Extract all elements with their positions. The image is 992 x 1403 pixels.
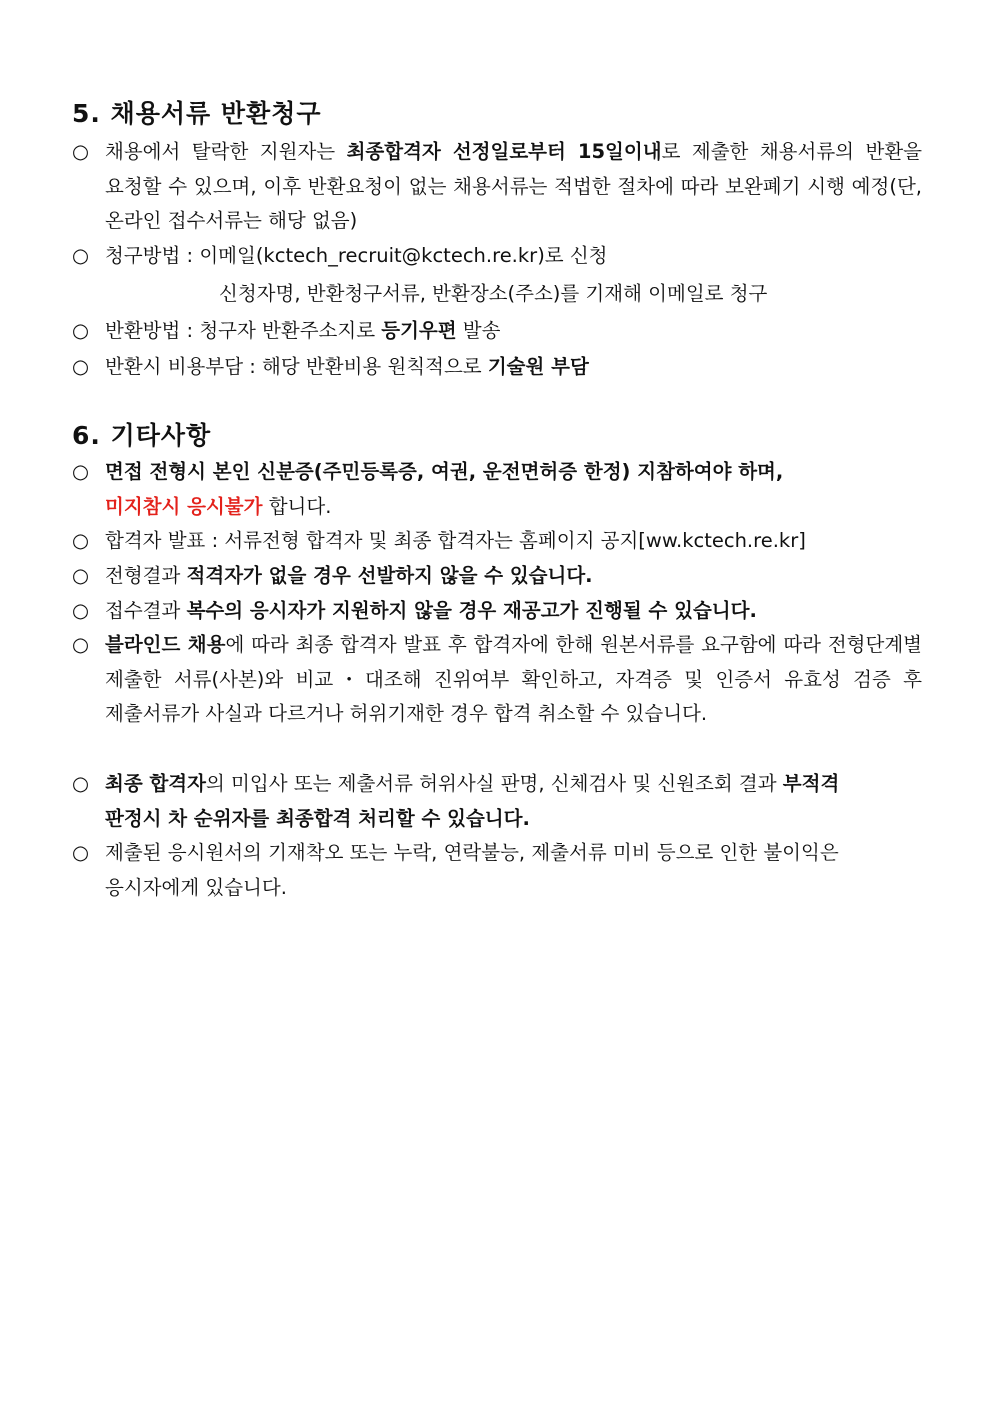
bold-text-run: 부적격 판정시 차 순위자를 최종합격 처리할 수 있습니다.: [105, 772, 840, 830]
section6-heading: 6. 기타사항: [72, 421, 212, 450]
bold-text-run: 적격자가 없을 경우 선발하지 않을 수 있습니다.: [186, 564, 593, 587]
bold-text-run: 최종 합격자: [105, 772, 206, 795]
circle-bullet-icon: ○: [72, 772, 90, 795]
bold-text-run: 기술원 부담: [487, 355, 589, 378]
bold-text-run: 최종합격자 선정일로부터 15일이내: [346, 140, 662, 163]
circle-bullet-icon: ○: [72, 140, 90, 163]
text-run: 로 제출한 채용서류의 반환을 요청할 수 있으며, 이후 반환요청이 없는 채용서류는 적법한 절차에 따라 보완폐기 시행 예정(단, 온라인 접수서류는 해당 없음): [105, 140, 922, 232]
circle-bullet-icon: ○: [72, 460, 90, 483]
item-text: 청구방법 : 이메일(kctech_recruit@kctech.re.kr)로 신청: [105, 244, 608, 267]
text-run: 에 따라 최종 합격자 발표 후 합격자에 한해 원본서류를 요구함에 따라 전형단계별 제출한 서류(사본)와 비교・대조해 진위여부 확인하고, 자격증 및 인증서 유효성 검증 후 제출서류가 사실과 다르거나 허위기재한 경우 합격 취소할 수 있습니다.: [105, 633, 923, 725]
circle-bullet-icon: ○: [72, 319, 90, 342]
item-text: [105, 350, 922, 385]
item-text: [105, 455, 922, 524]
text-run: 채용에서 탈락한 지원자는: [105, 140, 347, 163]
section6-item-no-qualified: [72, 559, 922, 594]
circle-bullet-icon: ○: [72, 529, 90, 552]
item-text: [105, 628, 922, 732]
item-text: [105, 767, 895, 836]
section6-item-disqualification: [72, 767, 922, 836]
circle-bullet-icon: ○: [72, 244, 90, 267]
item-text: [105, 594, 922, 629]
bold-text-run: 블라인드 채용: [105, 633, 226, 656]
section6-item-id-card: [72, 455, 922, 524]
text-run: 반환방법 : 청구자 반환주소지로: [105, 319, 382, 342]
claim-method-detail: 신청자명, 반환청구서류, 반환장소(주소)를 기재해 이메일로 청구: [219, 282, 768, 305]
item-text: 제출된 응시원서의 기재착오 또는 누락, 연락불능, 제출서류 미비 등으로 인한 불이익은 응시자에게 있습니다.: [105, 841, 839, 899]
item-text: [105, 314, 922, 349]
bold-text-run: 등기우편: [381, 319, 457, 342]
text-run: 의 미입사 또는 제출서류 허위사실 판명, 신체검사 및 신원조회 결과: [205, 772, 783, 795]
item-text: [105, 135, 922, 239]
circle-bullet-icon: ○: [72, 564, 90, 587]
section5-item-cost: [72, 350, 922, 385]
section5-item-return-request: [72, 135, 922, 239]
circle-bullet-icon: ○: [72, 633, 90, 656]
bold-text-run: 면접 전형시 본인 신분증(주민등록증, 여권, 운전면허증 한정) 지참하여야 하며,: [105, 460, 784, 483]
section5-item-claim-method: [72, 239, 922, 274]
section5-item-return-method: [72, 314, 922, 349]
section6-item-blind-hiring: [72, 628, 922, 732]
text-run: 발송: [456, 319, 501, 342]
bold-text-run: 복수의 응시자가 지원하지 않을 경우 재공고가 진행될 수 있습니다.: [186, 599, 757, 622]
item-text: 합격자 발표 : 서류전형 합격자 및 최종 합격자는 홈페이지 공지[ww.kctech.re.kr]: [105, 529, 806, 552]
text-run: 합니다.: [262, 494, 332, 518]
section5-heading: 5. 채용서류 반환청구: [72, 99, 322, 128]
section6-item-announcement: [72, 524, 922, 559]
circle-bullet-icon: ○: [72, 841, 90, 864]
text-run: 전형결과: [105, 564, 187, 587]
section6-item-disadvantage: [72, 836, 922, 905]
circle-bullet-icon: ○: [72, 355, 90, 378]
item-text: [105, 559, 922, 594]
section6-item-re-announcement: [72, 594, 922, 629]
text-run: 접수결과: [105, 599, 187, 622]
circle-bullet-icon: ○: [72, 599, 90, 622]
text-run: 반환시 비용부담 : 해당 반환비용 원칙적으로: [105, 355, 488, 378]
warning-text-run: 미지참시 응시불가: [105, 494, 263, 518]
